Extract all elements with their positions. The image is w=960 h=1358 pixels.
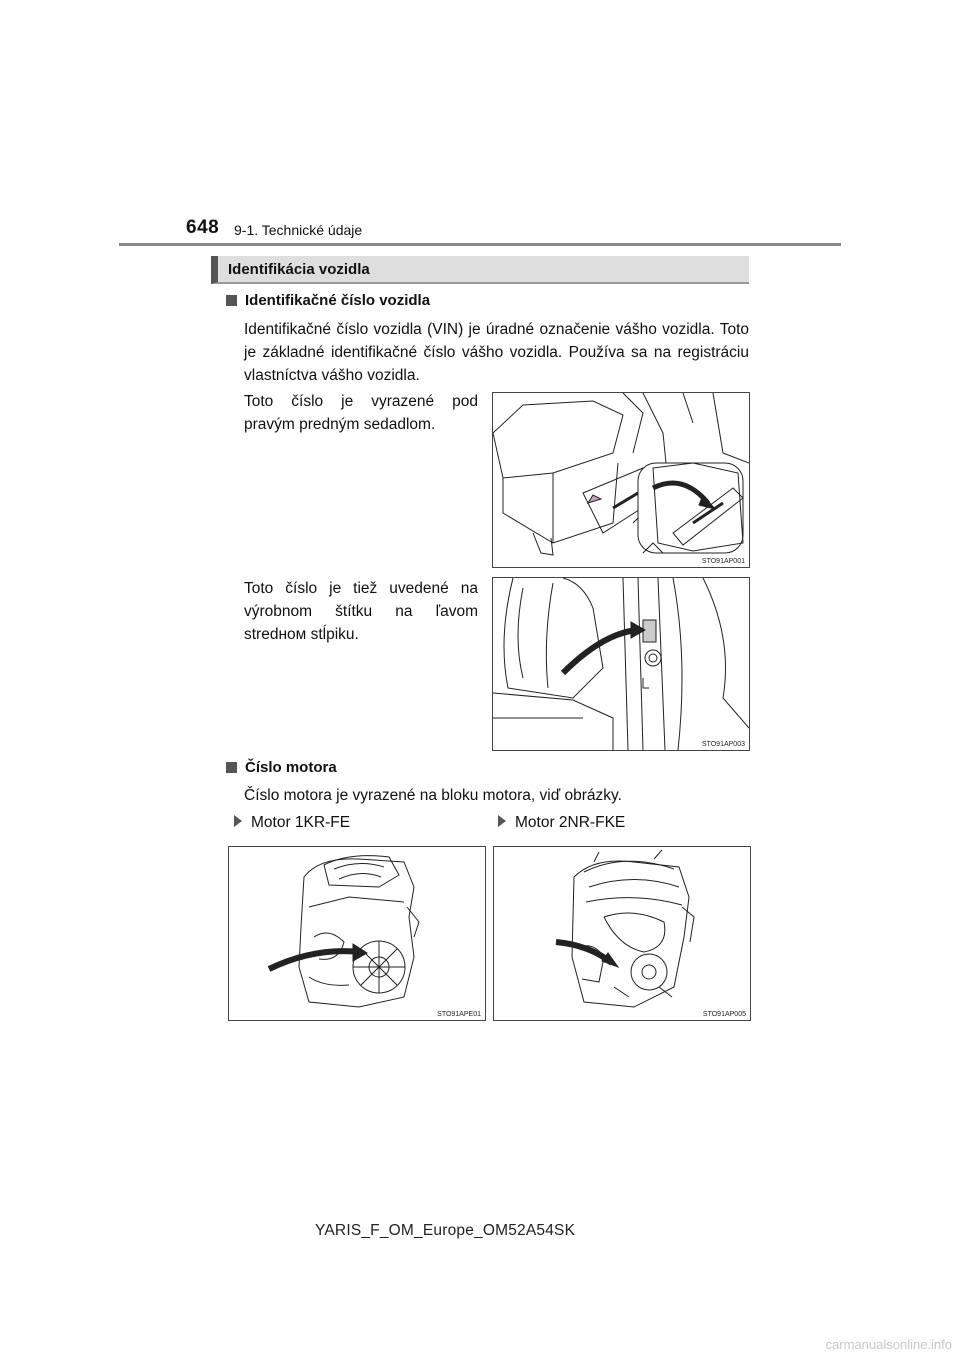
figure-code: STO91AP003 [701,741,745,748]
square-bullet-icon [226,762,237,773]
chapter-title: 9-1. Technické údaje [234,222,363,238]
engine-1kr-figure [228,846,486,1021]
vin-location-seat: Toto číslo je vyrazené pod pravým predným sedadlom. [244,393,478,433]
triangle-bullet-icon [234,815,242,827]
document-code-footer: YARIS_F_OM_Europe_OM52A54SK [315,1222,576,1239]
motor-label-2nr: Motor 2NR-FKE [498,814,625,832]
figure-code: STO91AP005 [702,1011,746,1018]
watermark: carmanualsonline.info [825,1337,952,1352]
page-number: 648 [186,217,220,238]
pillar-vin-figure [492,577,750,751]
triangle-bullet-icon [498,815,506,827]
vin-heading: Identifikačné číslo vozidla [245,292,431,309]
engine-heading: Číslo motora [245,759,337,776]
section-title: Identifikácia vozidla [228,261,370,278]
vin-location-pillar: Toto číslo je tiež uvedené na výrobnom štítku na ľavom stredном stĺpiku. [244,580,478,643]
header-divider [119,243,841,246]
vin-intro: Identifikačné číslo vozidla (VIN) je úradné označenie vášho vozidla. Toto je základné identifikačné číslo vášho vozidla. Používa sa na registráciu vlastníctva vášho vozidla. [244,321,749,384]
motor-label-1kr: Motor 1KR-FE [234,814,350,832]
engine-2nr-figure [493,846,751,1021]
figure-code: STO91APE01 [437,1011,481,1018]
square-bullet-icon [226,295,237,306]
section-header [211,256,749,284]
seat-vin-figure [492,392,750,568]
engine-text: Číslo motora je vyrazené na bloku motora, viď obrázky. [244,787,622,804]
engine-heading-row [226,759,337,776]
vin-heading-row [226,292,430,309]
figure-code: STO91AP001 [701,558,745,565]
